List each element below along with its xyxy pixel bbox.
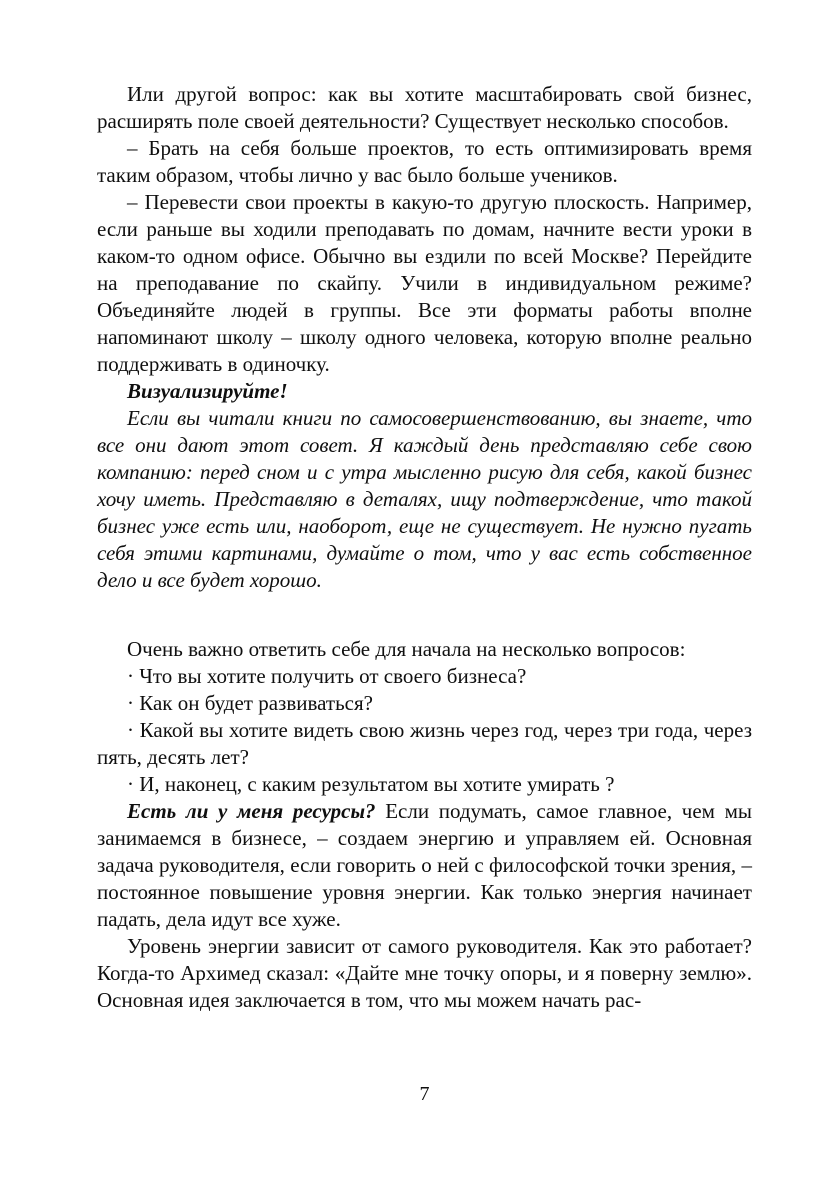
inline-heading-resources: Есть ли у меня ресурсы? <box>127 799 376 823</box>
paragraph-resources-text: Если подумать, самое главное, чем мы занимаемся в бизнесе, – создаем энергию и управляем ей. Основная задача руководителя, если говорить о ней с философской точки зрения, – постоянное повышение уровня энергии. Как только энергия начинает падать, дела идут все хуже. <box>97 799 753 931</box>
bullet-life-in-years: · Какой вы хотите видеть свою жизнь через год, через три года, через пять, десять лет? <box>97 718 752 769</box>
heading-visualize: Визуализируйте! <box>127 379 288 403</box>
paragraph-important-questions: Очень важно ответить себе для начала на несколько вопросов: <box>127 637 686 661</box>
page-number: 7 <box>419 1083 430 1105</box>
paragraph-resources <box>97 798 752 933</box>
paragraph-energy-level: Уровень энергии зависит от самого руководителя. Как это работает? Когда-то Архимед сказал: «Дайте мне точку опоры, и я поверну землю». Основная идея заключается в том, что мы можем начать рас- <box>97 934 752 1012</box>
paragraph-scaling-question: Или другой вопрос: как вы хотите масштабировать свой бизнес, расширять поле своей деятельности? Существует несколько способов. <box>97 82 752 133</box>
paragraph-dash-other-plane: – Перевести свои проекты в какую-то другую плоскость. Например, если раньше вы ходили преподавать по домам, начните вести уроки в каком-то одном офисе. Обычно вы ездили по всей Москве? Перейдите на преподавание по скайпу. Учили в индивидуальном режиме? Объединяйте людей в группы. Все эти форматы работы вполне напоминают школу – школу одного человека, которую вполне реально поддерживать в одиночку. <box>97 190 752 376</box>
bullet-how-develop: · Как он будет развиваться? <box>127 691 373 715</box>
bullet-final-result: · И, наконец, с каким результатом вы хотите умирать ? <box>127 772 615 796</box>
page-footer <box>97 1083 752 1106</box>
paragraph-dash-more-projects: – Брать на себя больше проектов, то есть оптимизировать время таким образом, чтобы лично у вас было больше учеников. <box>97 136 752 187</box>
page-body <box>97 81 752 1014</box>
bullet-what-from-business: · Что вы хотите получить от своего бизнеса? <box>127 664 527 688</box>
paragraph-visualization-advice: Если вы читали книги по самосовершенствованию, вы знаете, что все они дают этот совет. Я каждый день представляю себе свою компанию: перед сном и с утра мысленно рисую для себя, какой бизнес хочу иметь. Представляю в деталях, ищу подтверждение, что такой бизнес уже есть или, наоборот, еще не существует. Не нужно пугать себя этими картинами, думайте о том, что у вас есть собственное дело и все будет хорошо. <box>97 406 752 592</box>
